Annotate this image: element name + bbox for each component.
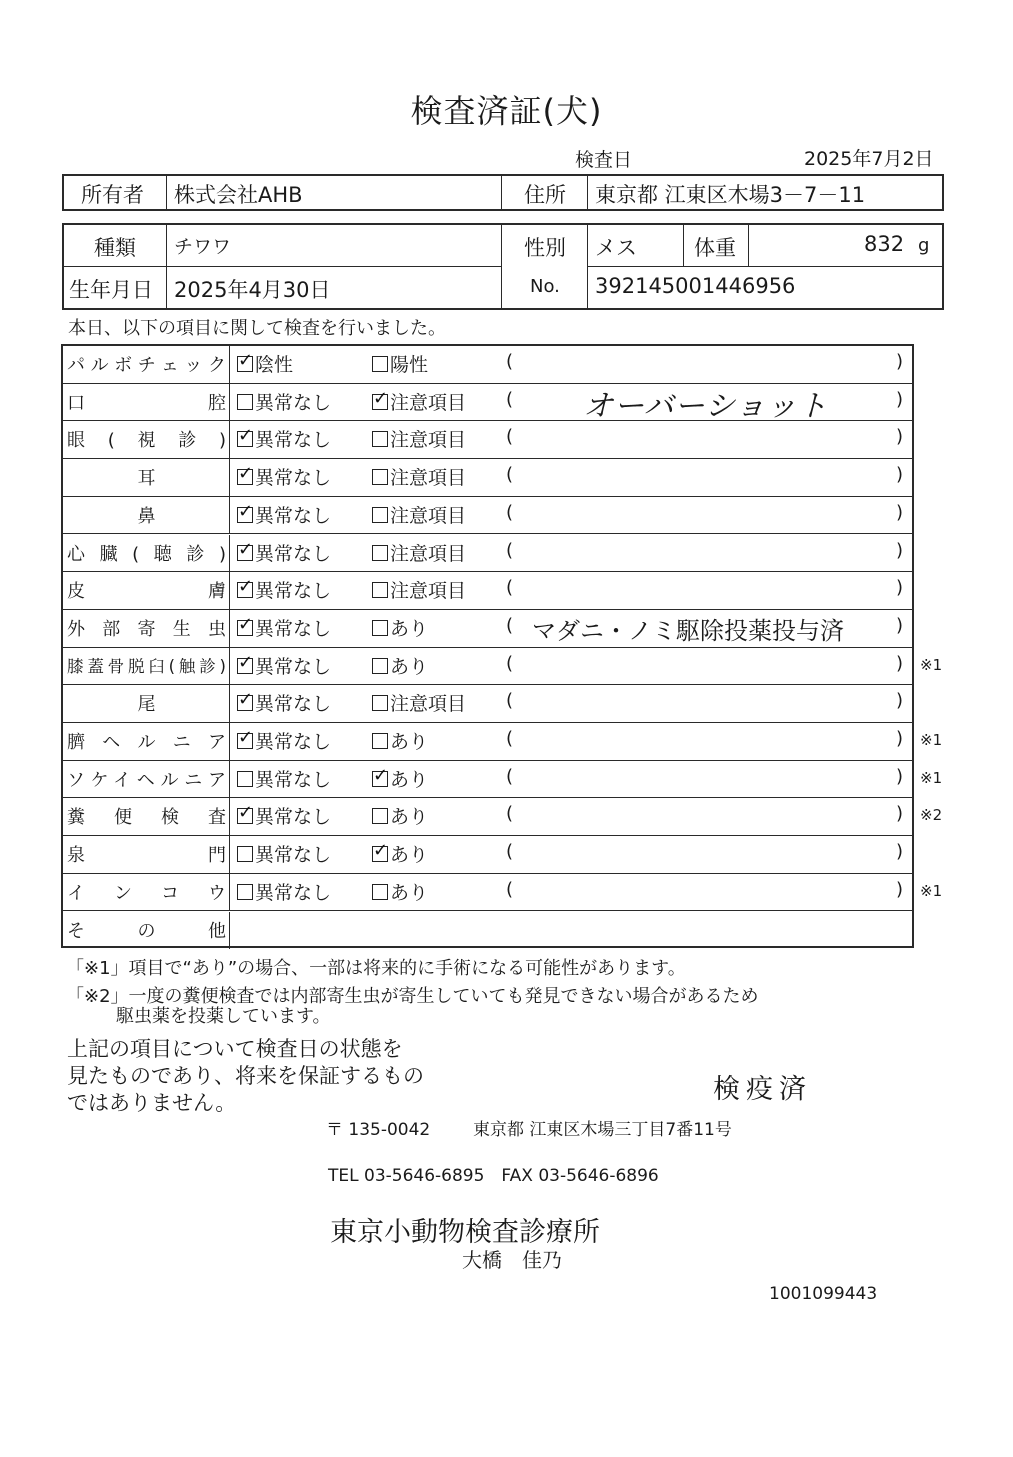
footnote-mark: ※1 <box>920 768 943 787</box>
exam-items-table <box>61 344 943 948</box>
id-number-label: No. <box>530 276 560 297</box>
option-1: ✓ 異常なし <box>237 501 331 528</box>
exam-row-tail: 尾 ✓ 異常なし 注意項目 ( ) <box>63 685 912 723</box>
footnote-mark: ※2 <box>920 806 943 825</box>
checkbox-empty <box>372 507 388 523</box>
row-label: 耳 <box>137 468 156 490</box>
exam-date: 2025年7月2日 <box>804 148 934 170</box>
checkbox-empty <box>372 620 388 636</box>
exam-row-fontanelle: 泉門 異常なし ✓ あり ( ) <box>63 836 912 874</box>
checkbox-checked <box>237 507 253 523</box>
footnote-2: 「※2」一度の糞便検査では内部寄生虫が寄生していても発見できない場合があるため <box>66 986 759 1007</box>
id-number-value: 392145001446956 <box>595 274 796 298</box>
option-1: 異常なし <box>237 840 331 867</box>
weight-label: 体重 <box>694 236 736 260</box>
birth-date-value: 2025年4月30日 <box>174 278 331 302</box>
option-2: あり <box>372 614 428 641</box>
option-2: あり <box>372 802 428 829</box>
checkbox-checked <box>237 808 253 824</box>
row-label: その他 <box>67 920 226 942</box>
option-1: ✓ 異常なし <box>237 576 331 603</box>
row-label: 心臓(聴診) <box>67 543 226 565</box>
exam-row-umbilical-hernia: 臍ヘルニア ✓ 異常なし あり ( ) ※1 <box>63 723 912 761</box>
option-2: 注意項目 <box>372 576 466 603</box>
exam-row-skin: 皮膚 ✓ 異常なし 注意項目 ( ) <box>63 572 912 610</box>
checkbox-checked <box>372 771 388 787</box>
certificate-title: 検査済証(犬) <box>410 92 603 130</box>
row-label: インコウ <box>67 882 226 904</box>
exam-row-inguinal-hernia: ソケイヘルニア 異常なし ✓ あり ( ) ※1 <box>63 761 912 799</box>
exam-date-label: 検査日 <box>575 149 633 171</box>
option-1: ✓ 異常なし <box>237 463 331 490</box>
row-label: 臍ヘルニア <box>67 732 226 753</box>
exam-row-pharynx: インコウ 異常なし あり ( ) ※1 <box>63 874 912 912</box>
checkbox-empty <box>237 394 253 410</box>
owner-value: 株式会社AHB <box>174 183 303 207</box>
clinic-name: 東京小動物検査診療所 <box>330 1217 600 1248</box>
row-label: 鼻 <box>137 505 156 527</box>
veterinarian-name: 大橋 佳乃 <box>462 1248 562 1272</box>
option-1: 異常なし <box>237 878 331 905</box>
address-label: 住所 <box>524 183 566 207</box>
footnote-mark: ※1 <box>920 731 943 749</box>
sex-value: メス <box>595 236 637 260</box>
disclaimer-line-2: 見たものであり、将来を保証するもの <box>67 1064 424 1088</box>
row-label: 皮膚 <box>67 581 226 603</box>
option-1: ✓ 異常なし <box>237 539 331 566</box>
checkbox-empty <box>372 658 388 674</box>
option-1: ✓ 異常なし <box>237 689 331 716</box>
row-label: パルボチェック <box>67 355 226 376</box>
option-2: 注意項目 <box>372 539 466 566</box>
exam-row-other <box>63 912 912 950</box>
row-label: 糞便検査 <box>67 807 226 829</box>
row-label: 膝蓋骨脱臼(触診) <box>67 656 226 676</box>
option-1: ✓ 陰性 <box>237 350 293 377</box>
footnote-mark: ※1 <box>920 881 943 900</box>
clinic-address: 東京都 江東区木場三丁目7番11号 <box>473 1120 732 1140</box>
checkbox-empty <box>237 846 253 862</box>
checkbox-checked <box>237 545 253 561</box>
option-1: ✓ 異常なし <box>237 652 331 679</box>
checkbox-empty <box>372 808 388 824</box>
checkbox-empty <box>372 582 388 598</box>
checkbox-checked <box>237 431 253 447</box>
footnote-mark: ※1 <box>920 655 943 674</box>
weight-unit: g <box>918 235 930 256</box>
checkbox-checked <box>237 620 253 636</box>
exam-row-nose: 鼻 ✓ 異常なし 注意項目 ( ) <box>63 497 912 535</box>
row-label: 尾 <box>137 694 156 716</box>
birth-date-label: 生年月日 <box>69 278 153 302</box>
row-label: 眼(視診) <box>67 430 226 452</box>
exam-row-patella: 膝蓋骨脱臼(触診) ✓ 異常なし あり ( ) ※1 <box>63 648 912 686</box>
option-2: 注意項目 <box>372 425 466 452</box>
checkbox-empty <box>372 695 388 711</box>
owner-label: 所有者 <box>81 183 144 207</box>
checkbox-empty <box>372 545 388 561</box>
checkbox-checked <box>372 846 388 862</box>
option-2: 注意項目 <box>372 463 466 490</box>
exam-row-parvo: パルボチェック ✓ 陰性 陽性 ( ) <box>63 346 912 384</box>
checkbox-checked <box>237 733 253 749</box>
postal-code: 〒 135-0042 <box>326 1120 431 1140</box>
option-2: あり <box>372 878 428 905</box>
exam-row-eye: 眼(視診) ✓ 異常なし 注意項目 ( ) <box>63 421 912 459</box>
exam-row-heart: 心臓(聴診) ✓ 異常なし 注意項目 ( ) <box>63 535 912 573</box>
option-1: ✓ 異常なし <box>237 425 331 452</box>
exam-row-mouth: 口腔 異常なし ✓ 注意項目 ( ) オーバーショット <box>63 384 912 422</box>
option-2: 陽性 <box>372 350 428 377</box>
checkbox-empty <box>372 733 388 749</box>
checkbox-checked <box>237 469 253 485</box>
exam-row-fecal: 糞便検査 ✓ 異常なし あり ( ) ※2 <box>63 798 912 836</box>
option-2: ✓ あり <box>372 765 428 792</box>
breed-label: 種類 <box>94 236 136 260</box>
option-1: 異常なし <box>237 388 331 415</box>
option-2: 注意項目 <box>372 501 466 528</box>
checkbox-empty <box>372 469 388 485</box>
option-2: ✓ 注意項目 <box>372 388 466 415</box>
footnote-2-cont: 駆虫薬を投薬しています。 <box>116 1006 331 1027</box>
handwritten-note: オーバーショット <box>583 388 829 424</box>
address-value: 東京都 江東区木場3－7－11 <box>595 183 866 207</box>
checkbox-empty <box>372 356 388 372</box>
option-1: 異常なし <box>237 765 331 792</box>
animal-info-box <box>62 223 944 310</box>
disclaimer-line-1: 上記の項目について検査日の状態を <box>67 1037 403 1061</box>
exam-row-parasites: 外部寄生虫 ✓ 異常なし あり ( ) マダニ・ノミ駆除投薬投与済 <box>63 610 912 648</box>
option-1: ✓ 異常なし <box>237 727 331 754</box>
option-2: あり <box>372 727 428 754</box>
option-2: ✓ あり <box>372 840 428 867</box>
treatment-note: マダニ・ノミ駆除投薬投与済 <box>532 616 844 645</box>
checkbox-checked <box>237 658 253 674</box>
checkbox-empty <box>372 884 388 900</box>
clinic-phone-fax: TEL 03-5646-6895 FAX 03-5646-6896 <box>328 1166 659 1186</box>
checkbox-checked <box>237 695 253 711</box>
intro-text: 本日、以下の項目に関して検査を行いました。 <box>68 318 446 339</box>
exam-row-ear: 耳 ✓ 異常なし 注意項目 ( ) <box>63 459 912 497</box>
sex-label: 性別 <box>524 236 566 260</box>
quarantine-stamp: 検疫済 <box>713 1074 812 1105</box>
checkbox-empty <box>237 884 253 900</box>
checkbox-empty <box>237 771 253 787</box>
row-label: 泉門 <box>67 845 226 867</box>
checkbox-checked <box>237 582 253 598</box>
checkbox-checked <box>237 356 253 372</box>
document-number: 1001099443 <box>769 1284 878 1304</box>
checkbox-empty <box>372 431 388 447</box>
breed-value: チワワ <box>174 236 232 258</box>
checkbox-checked <box>372 394 388 410</box>
row-label: ソケイヘルニア <box>67 769 226 791</box>
option-1: ✓ 異常なし <box>237 802 331 829</box>
option-2: あり <box>372 652 428 679</box>
row-label: 外部寄生虫 <box>67 618 226 640</box>
footnote-1: 「※1」項目で“あり”の場合、一部は将来的に手術になる可能性があります。 <box>66 958 686 979</box>
weight-value: 832 <box>864 232 905 256</box>
owner-box <box>62 174 944 211</box>
option-2: 注意項目 <box>372 689 466 716</box>
row-label: 口腔 <box>67 392 226 414</box>
disclaimer-line-3: ではありません。 <box>67 1091 237 1115</box>
option-1: ✓ 異常なし <box>237 614 331 641</box>
